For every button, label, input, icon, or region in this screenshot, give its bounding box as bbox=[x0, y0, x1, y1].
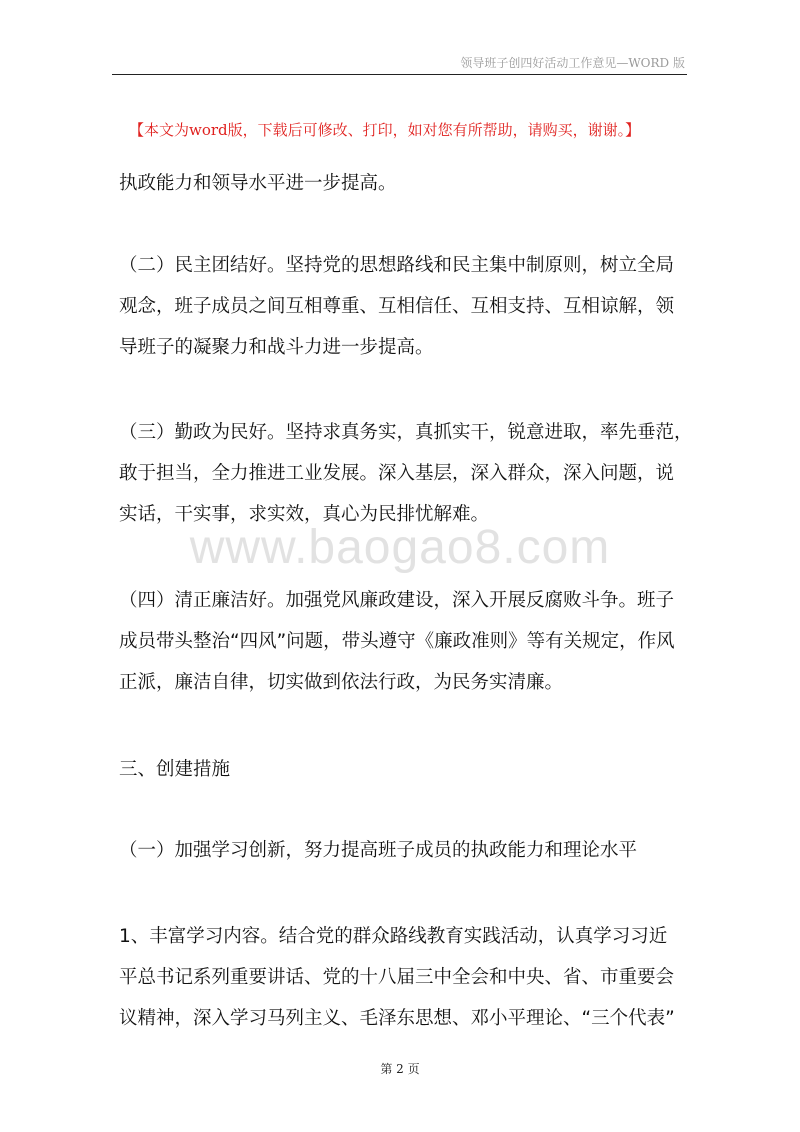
watermark: www.baogao8.com bbox=[189, 521, 611, 574]
paragraph-line: 正派，廉洁自律，切实做到依法行政，为民务实清廉。 bbox=[119, 672, 564, 693]
paragraph-line: 敢于担当，全力推进工业发展。深入基层，深入群众，深入问题，说 bbox=[119, 463, 675, 484]
paragraph-7 bbox=[119, 916, 684, 1039]
paragraph-line: 实话，干实事，求实效，真心为民排忧解难。 bbox=[119, 504, 490, 525]
paragraph-2 bbox=[119, 245, 684, 368]
paragraph-line: 三、创建措施 bbox=[119, 759, 231, 780]
paragraph-line: 观念，班子成员之间互相尊重、互相信任、互相支持、互相谅解，领 bbox=[119, 296, 675, 317]
paragraph-4 bbox=[119, 580, 684, 703]
page-number: 第 2 页 bbox=[380, 1062, 420, 1076]
paragraph-line: 平总书记系列重要讲话、党的十八届三中全会和中央、省、市重要会 bbox=[119, 967, 675, 988]
paragraph-line: 议精神，深入学习马列主义、毛泽东思想、邓小平理论、“三个代表” bbox=[119, 1008, 675, 1029]
paragraph-3 bbox=[119, 412, 693, 535]
subsection-heading bbox=[119, 830, 684, 871]
running-header: 领导班子创四好活动工作意见—WORD 版 bbox=[460, 56, 685, 70]
header-divider bbox=[112, 74, 687, 75]
paragraph-1 bbox=[119, 163, 684, 204]
paragraph-line: 1、丰富学习内容。结合党的群众路线教育实践活动，认真学习习近 bbox=[119, 926, 668, 947]
purchase-notice: 【本文为word版，下载后可修改、打印，如对您有所帮助，请购买，谢谢。】 bbox=[129, 121, 641, 139]
paragraph-line: 导班子的凝聚力和战斗力进一步提高。 bbox=[119, 337, 434, 358]
paragraph-line: （一）加强学习创新，努力提高班子成员的执政能力和理论水平 bbox=[119, 840, 638, 861]
paragraph-line: 成员带头整治“四风”问题，带头遵守《廉政准则》等有关规定，作风 bbox=[119, 631, 675, 652]
paragraph-line: （三）勤政为民好。坚持求真务实，真抓实干，锐意进取，率先垂范， bbox=[119, 422, 693, 443]
paragraph-line: （四）清正廉洁好。加强党风廉政建设，深入开展反腐败斗争。班子 bbox=[119, 590, 675, 611]
paragraph-line: （二）民主团结好。坚持党的思想路线和民主集中制原则，树立全局 bbox=[119, 255, 675, 276]
section-heading bbox=[119, 749, 684, 790]
paragraph-line: 执政能力和领导水平进一步提高。 bbox=[119, 173, 397, 194]
